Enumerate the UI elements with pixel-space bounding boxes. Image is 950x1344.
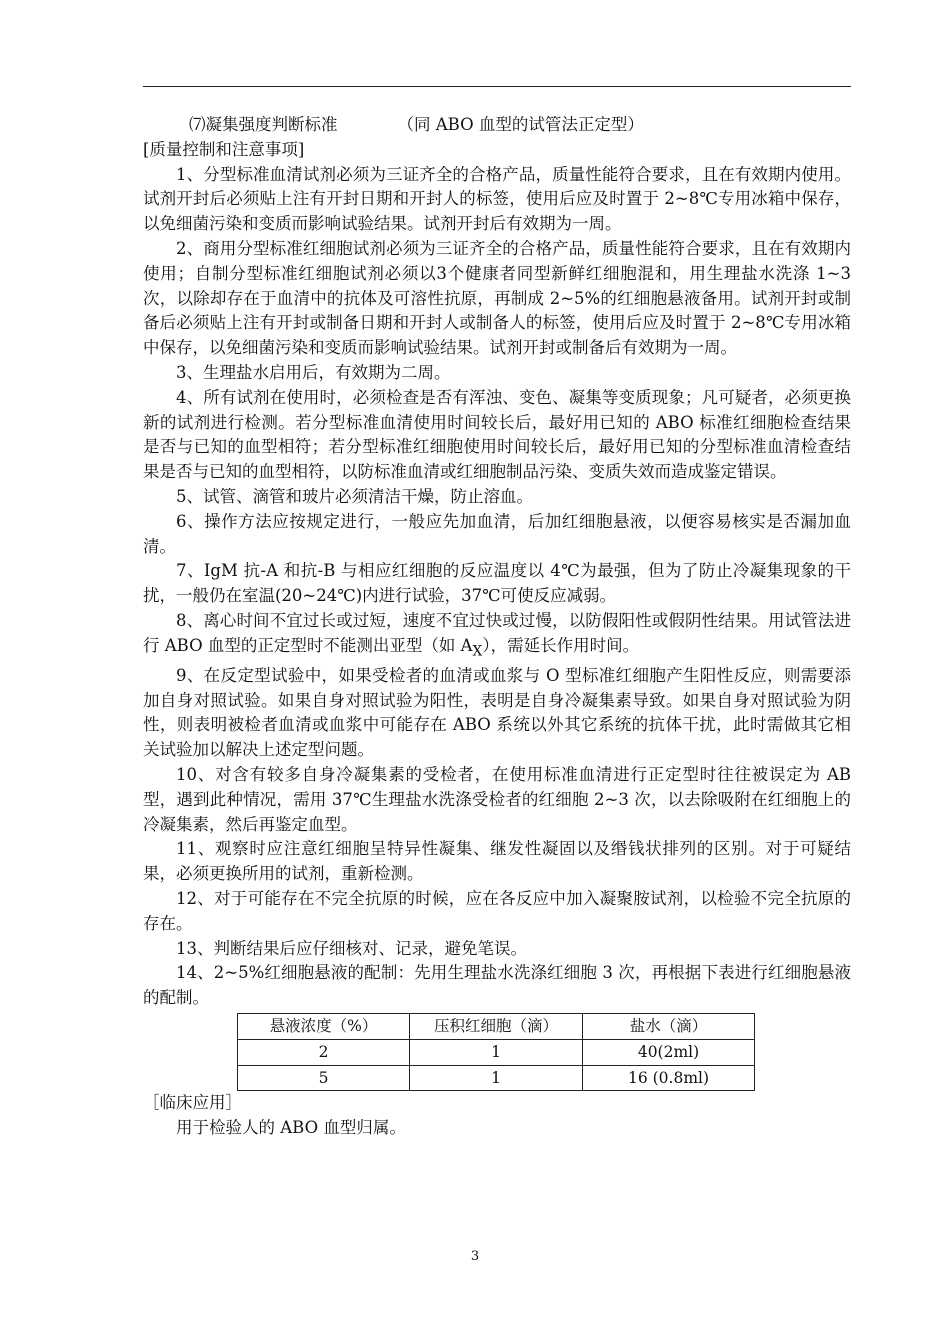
paragraph-10: 10、对含有较多自身冷凝集素的受检者，在使用标准血清进行正定型时往往被误定为 AB 型，遇到此种情况，需用 37℃生理盐水洗涤受检者的红细胞 2~3 次，以去除吸附在红细胞上的冷凝集素，然后再鉴定血型。	[143, 765, 851, 834]
paragraph-8	[143, 609, 851, 664]
table-cell: 1	[410, 1039, 583, 1065]
page-number: 3	[470, 1249, 480, 1264]
section-title: [质量控制和注意事项]	[143, 139, 305, 159]
table-row	[238, 1065, 755, 1091]
table-header-row	[238, 1013, 755, 1039]
table-row	[238, 1039, 755, 1065]
paragraph-13: 13、判断结果后应仔细核对、记录，避免笔误。	[176, 938, 527, 958]
suspension-table	[237, 1013, 755, 1091]
paragraph-5: 5、试管、滴管和玻片必须清洁干燥，防止溶血。	[176, 486, 533, 506]
paragraph-11: 11、观察时应注意红细胞呈特异性凝集、继发性凝固以及缗钱状排列的区别。对于可疑结果，必须更换所用的试剂，重新检测。	[143, 839, 851, 884]
table-cell: 5	[238, 1065, 410, 1091]
paragraph-14: 14、2~5%红细胞悬液的配制：先用生理盐水洗涤红细胞 3 次，再根据下表进行红细胞悬液的配制。	[143, 963, 851, 1008]
paragraph-1: 1、分型标准血清试剂必须为三证齐全的合格产品，质量性能符合要求，且在有效期内使用。试剂开封后必须贴上注有开封日期和开封人的标签，使用后应及时置于 2~8℃专用冰箱中保存，以免细菌污染和变质而影响试验结果。试剂开封后有效期为一周。	[143, 164, 851, 234]
clinical-application-title: ［临床应用］	[143, 1093, 242, 1113]
paragraph-8-tail: ），需延长作用时间。	[482, 635, 640, 655]
subtype-subscript: X	[472, 643, 483, 660]
header-packed-cells: 压积红细胞（滴）	[410, 1013, 583, 1039]
criteria-label: ⑺凝集强度判断标准	[189, 115, 338, 134]
paragraph-4: 4、所有试剂在使用时，必须检查是否有浑浊、变色、凝集等变质现象；凡可疑者，必须更换新的试剂进行检测。若分型标准血清使用时间较长后，最好用已知的 ABO 标准红细胞检查结果是否与已知的血型相符；若分型标准红细胞使用时间较长后，最好用已知的分型标准血清检查结果是否与已知的血型相符，以防标准血清或红细胞制品污染、变质失效而造成鉴定错误。	[143, 387, 851, 482]
header-rule	[143, 86, 851, 87]
suspension-table-wrapper	[237, 1013, 851, 1091]
table-cell: 1	[410, 1065, 583, 1091]
document-body	[143, 113, 851, 1141]
paragraph-3: 3、生理盐水启用后，有效期为二周。	[176, 362, 451, 382]
table-cell: 16 (0.8ml)	[583, 1065, 755, 1091]
paragraph-9: 9、在反定型试验中，如果受检者的血清或血浆与 O 型标准红细胞产生阳性反应，则需要添加自身对照试验。如果自身对照试验为阳性，表明是自身冷凝集素导致。如果自身对照试验为阴性，则表明被检者血清或血浆中可能存在 ABO 系统以外其它系统的抗体干扰，此时需做其它相关试验加以解决上述定型问题。	[143, 665, 851, 760]
clinical-application-text: 用于检验人的 ABO 血型归属。	[176, 1118, 406, 1138]
paragraph-6: 6、操作方法应按规定进行，一般应先加血清，后加红细胞悬液，以便容易核实是否漏加血清。	[143, 511, 851, 556]
header-saline: 盐水（滴）	[583, 1013, 755, 1039]
table-cell: 40(2ml)	[583, 1039, 755, 1065]
paragraph-12: 12、对于可能存在不完全抗原的时候，应在各反应中加入凝聚胺试剂，以检验不完全抗原的存在。	[143, 889, 851, 933]
table-cell: 2	[238, 1039, 410, 1065]
criteria-reference: （同 ABO 血型的试管法正定型）	[397, 115, 644, 134]
header-concentration: 悬液浓度（%）	[238, 1013, 410, 1039]
paragraph-7: 7、IgM 抗-A 和抗-B 与相应红细胞的反应温度以 4℃为最强，但为了防止冷凝集现象的干扰，一般仍在室温(20~24℃)内进行试验，37℃可使反应减弱。	[143, 561, 851, 606]
agglutination-criteria-line	[143, 113, 851, 138]
paragraph-2: 2、商用分型标准红细胞试剂必须为三证齐全的合格产品，质量性能符合要求，且在有效期内使用；自制分型标准红细胞试剂必须以3个健康者同型新鲜红细胞混和，用生理盐水洗涤 1~3 次，以除却存在于血清中的抗体及可溶性抗原，再制成 2~5%的红细胞悬液备用。试剂开封或制备后必须贴上注有开封或制备日期和开封人或制备人的标签，使用后应及时置于 2~8℃专用冰箱中保存，以免细菌污染和变质而影响试验结果。试剂开封或制备后有效期为一周。	[143, 238, 851, 358]
paragraph-8-text: 8、离心时间不宜过长或过短，速度不宜过快或过慢，以防假阳性或假阴性结果。用试管法进行 ABO 血型的正定型时不能测出亚型（如 A	[143, 610, 851, 655]
